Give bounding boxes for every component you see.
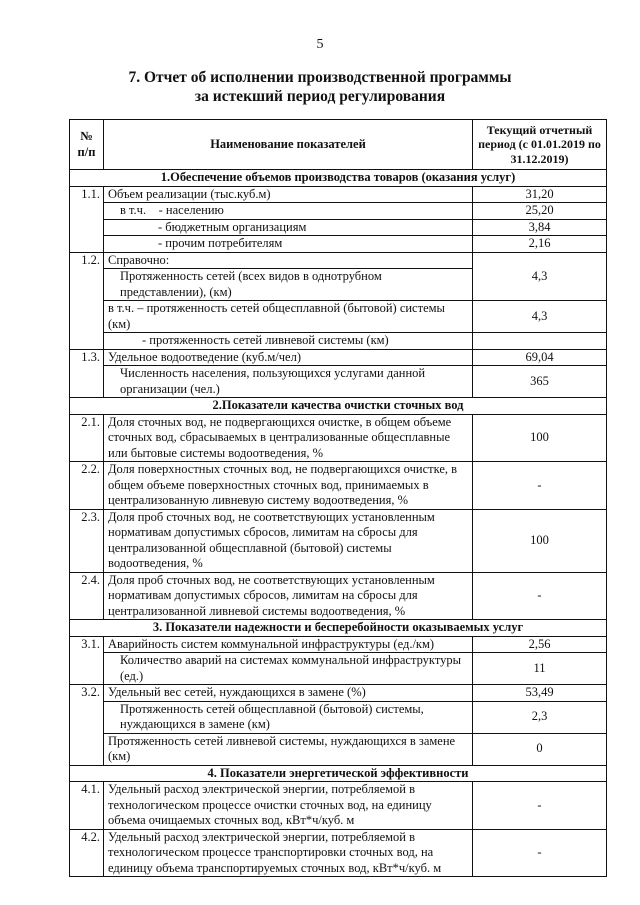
row-name: Справочно: (104, 252, 473, 269)
row-value: - (473, 829, 607, 877)
table-row (70, 366, 607, 398)
row-value: 4,3 (473, 301, 607, 333)
row-value: 69,04 (473, 349, 607, 366)
table-row (70, 636, 607, 653)
row-name: - протяженность сетей ливневой системы (км) (104, 333, 473, 350)
section-row (70, 170, 607, 187)
table-row (70, 219, 607, 236)
row-value: 2,56 (473, 636, 607, 653)
row-prefix: в т.ч. (120, 203, 147, 217)
table-row (70, 236, 607, 253)
table-row (70, 572, 607, 620)
row-value: 31,20 (473, 186, 607, 203)
section-title: 4. Показатели энергетической эффективности (70, 765, 607, 782)
row-value: 100 (473, 509, 607, 572)
table-row (70, 782, 607, 830)
row-name: Протяженность сетей (всех видов в однотрубном представлении), (км) (104, 269, 473, 301)
section-row (70, 765, 607, 782)
row-value (473, 333, 607, 350)
row-number: 3.2. (70, 685, 104, 766)
row-number: 3.1. (70, 636, 104, 685)
row-number: 4.2. (70, 829, 104, 877)
row-value: 25,20 (473, 203, 607, 220)
row-name: Объем реализации (тыс.куб.м) (104, 186, 473, 203)
row-name: Удельный вес сетей, нуждающихся в замене (%) (104, 685, 473, 702)
row-value: 0 (473, 733, 607, 765)
table-row (70, 733, 607, 765)
section-row (70, 398, 607, 415)
header-period: Текущий отчетный период (с 01.01.2019 по 31.12.2019) (473, 120, 607, 170)
section-title: 3. Показатели надежности и бесперебойности оказываемых услуг (70, 620, 607, 637)
report-table (69, 119, 607, 877)
section-title: 2.Показатели качества очистки сточных вод (70, 398, 607, 415)
row-number: 2.3. (70, 509, 104, 572)
table-row (70, 462, 607, 510)
table-header-row (70, 120, 607, 170)
row-number: 1.3. (70, 349, 104, 398)
row-number: 2.2. (70, 462, 104, 510)
row-value: - (473, 462, 607, 510)
row-name: Численность населения, пользующихся услугами данной организации (чел.) (104, 366, 473, 398)
table-row (70, 252, 607, 269)
row-number: 4.1. (70, 782, 104, 830)
row-value: 3,84 (473, 219, 607, 236)
row-name: Удельное водоотведение (куб.м/чел) (104, 349, 473, 366)
table-row (70, 203, 607, 220)
table-row (70, 653, 607, 685)
table-row (70, 301, 607, 333)
row-value: 4,3 (473, 252, 607, 301)
row-name: - прочим потребителям (104, 236, 473, 253)
row-name: Доля проб сточных вод, не соответствующих установленным нормативам допустимых сбросов, лимитам на сбросы для централизованной ливневой системы водоотведения, % (104, 572, 473, 620)
table-row (70, 186, 607, 203)
row-value: 2,16 (473, 236, 607, 253)
row-number: 2.4. (70, 572, 104, 620)
table-row (70, 701, 607, 733)
row-name: Удельный расход электрической энергии, потребляемой в технологическом процессе очистки сточных вод, на единицу объема очищаемых сточных вод, кВт*ч/куб. м (104, 782, 473, 830)
row-name: Количество аварий на системах коммунальной инфраструктуры (ед.) (104, 653, 473, 685)
row-name: Доля сточных вод, не подвергающихся очистке, в общем объеме сточных вод, сбрасываемых в централизованные общесплавные или бытовые системы водоотведения, % (104, 414, 473, 462)
row-name (104, 203, 473, 220)
row-name-text: - населению (158, 203, 224, 217)
table-row (70, 829, 607, 877)
table-row (70, 349, 607, 366)
table-row (70, 685, 607, 702)
document-title (0, 68, 640, 106)
row-value: 53,49 (473, 685, 607, 702)
header-name: Наименование показателей (104, 120, 473, 170)
row-name: Удельный расход электрической энергии, потребляемой в технологическом процессе транспортировки сточных вод, на единицу объема транспортируемых сточных вод, кВт*ч/куб. м (104, 829, 473, 877)
row-name: - бюджетным организациям (104, 219, 473, 236)
row-name: Доля проб сточных вод, не соответствующих установленным нормативам допустимых сбросов, лимитам на сбросы для централизованной общесплавной (бытовой) системы водоотведения, % (104, 509, 473, 572)
table-row (70, 509, 607, 572)
title-line-2: за истекший период регулирования (194, 88, 446, 105)
row-value: - (473, 782, 607, 830)
section-title: 1.Обеспечение объемов производства товаров (оказания услуг) (70, 170, 607, 187)
row-value: - (473, 572, 607, 620)
header-num: № п/п (70, 120, 104, 170)
row-value: 365 (473, 366, 607, 398)
row-number: 2.1. (70, 414, 104, 462)
table-row (70, 414, 607, 462)
section-row (70, 620, 607, 637)
row-value: 11 (473, 653, 607, 685)
row-name: Доля поверхностных сточных вод, не подвергающихся очистке, в общем объеме поверхностных сточных вод, принимаемых в централизованную ливневую систему водоотведения, % (104, 462, 473, 510)
row-value: 2,3 (473, 701, 607, 733)
row-name: Протяженность сетей общесплавной (бытовой) системы, нуждающихся в замене (км) (104, 701, 473, 733)
title-line-1: 7. Отчет об исполнении производственной программы (128, 69, 512, 86)
row-value: 100 (473, 414, 607, 462)
row-name: в т.ч. – протяженность сетей общесплавной (бытовой) системы (км) (104, 301, 473, 333)
row-name: Аварийность систем коммунальной инфраструктуры (ед./км) (104, 636, 473, 653)
table-row (70, 333, 607, 350)
row-name: Протяженность сетей ливневой системы, нуждающихся в замене (км) (104, 733, 473, 765)
page-number: 5 (316, 37, 324, 52)
row-number: 1.1. (70, 186, 104, 252)
row-number: 1.2. (70, 252, 104, 349)
